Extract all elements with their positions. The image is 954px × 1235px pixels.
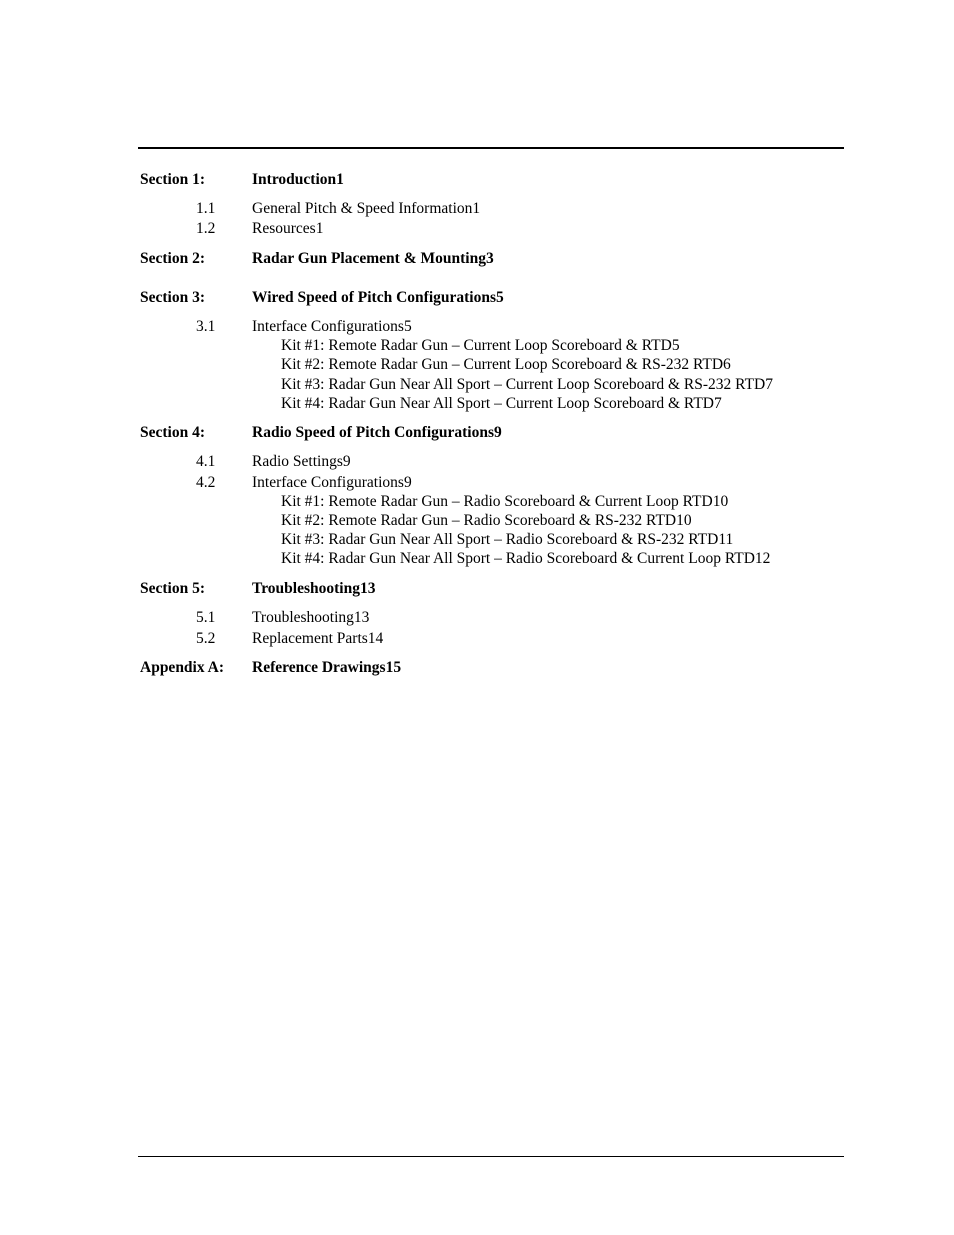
page-number: 1: [472, 200, 481, 217]
section-label: Section 3:: [140, 289, 206, 306]
page-number: 12: [754, 550, 771, 567]
page-number: 9: [342, 453, 351, 470]
entry-title: Interface Configurations: [252, 474, 404, 491]
entry-title: Kit #4: Radar Gun Near All Sport – Current Loop Scoreboard & RTD: [281, 395, 714, 412]
page-number: 10: [712, 493, 729, 510]
section-label: Section 4:: [140, 424, 206, 441]
entry-title: Kit #1: Remote Radar Gun – Current Loop Scoreboard & RTD: [281, 337, 672, 354]
entry-title: Kit #2: Remote Radar Gun – Current Loop Scoreboard & RS-232 RTD: [281, 356, 724, 373]
page-number: 3: [485, 250, 494, 267]
entry-title: Kit #3: Radar Gun Near All Sport – Current Loop Scoreboard & RS-232 RTD: [281, 376, 766, 393]
page-number: 14: [367, 630, 384, 647]
page-number: 13: [359, 580, 376, 597]
subsection-number: 3.1: [196, 318, 216, 335]
page-number: 5: [403, 318, 412, 335]
page-number: 1: [315, 220, 324, 237]
page-number: 7: [765, 376, 773, 393]
page-number: 9: [494, 424, 502, 441]
page-number: 5: [496, 289, 504, 306]
entry-title: Kit #2: Remote Radar Gun – Radio Scoreboard & RS-232 RTD: [281, 512, 677, 529]
entry-title: Radio Settings: [252, 453, 343, 470]
section-label: Section 1:: [140, 171, 206, 188]
entry-title: Interface Configurations: [252, 318, 404, 335]
page-number: 11: [718, 531, 734, 548]
section-label: Appendix A:: [140, 659, 224, 676]
entry-title: Troubleshooting: [252, 609, 354, 626]
page-number: 6: [723, 356, 731, 373]
entry-title: Resources: [252, 220, 316, 237]
entry-title: Introduction: [252, 171, 337, 188]
subsection-number: 5.1: [196, 609, 216, 626]
entry-title: Replacement Parts: [252, 630, 368, 647]
page-number: 1: [336, 171, 344, 188]
entry-title: Kit #1: Remote Radar Gun – Radio Scoreboard & Current Loop RTD: [281, 493, 713, 510]
page-number: 15: [385, 659, 402, 676]
subsection-number: 4.1: [196, 453, 216, 470]
page-number: 5: [671, 337, 680, 354]
section-label: Section 5:: [140, 580, 206, 597]
section-label: Section 2:: [140, 250, 206, 267]
subsection-number: 1.1: [196, 200, 216, 217]
subsection-number: 5.2: [196, 630, 216, 647]
page-number: 10: [676, 512, 692, 529]
subsection-number: 4.2: [196, 474, 216, 491]
entry-title: Radio Speed of Pitch Configurations: [252, 424, 494, 441]
subsection-number: 1.2: [196, 220, 216, 237]
entry-title: Wired Speed of Pitch Configurations: [252, 289, 496, 306]
entry-title: Reference Drawings: [252, 659, 386, 676]
page-number: 13: [353, 609, 370, 626]
entry-title: Kit #3: Radar Gun Near All Sport – Radio Scoreboard & RS-232 RTD: [281, 531, 719, 548]
top-rule: [138, 147, 844, 149]
entry-title: General Pitch & Speed Information: [252, 200, 473, 217]
entry-title: Kit #4: Radar Gun Near All Sport – Radio Scoreboard & Current Loop RTD: [281, 550, 755, 567]
footer-rule: [138, 1156, 844, 1157]
entry-title: Troubleshooting: [252, 580, 360, 597]
entry-title: Radar Gun Placement & Mounting: [252, 250, 486, 267]
page-number: 7: [714, 395, 722, 412]
page-number: 9: [403, 474, 412, 491]
